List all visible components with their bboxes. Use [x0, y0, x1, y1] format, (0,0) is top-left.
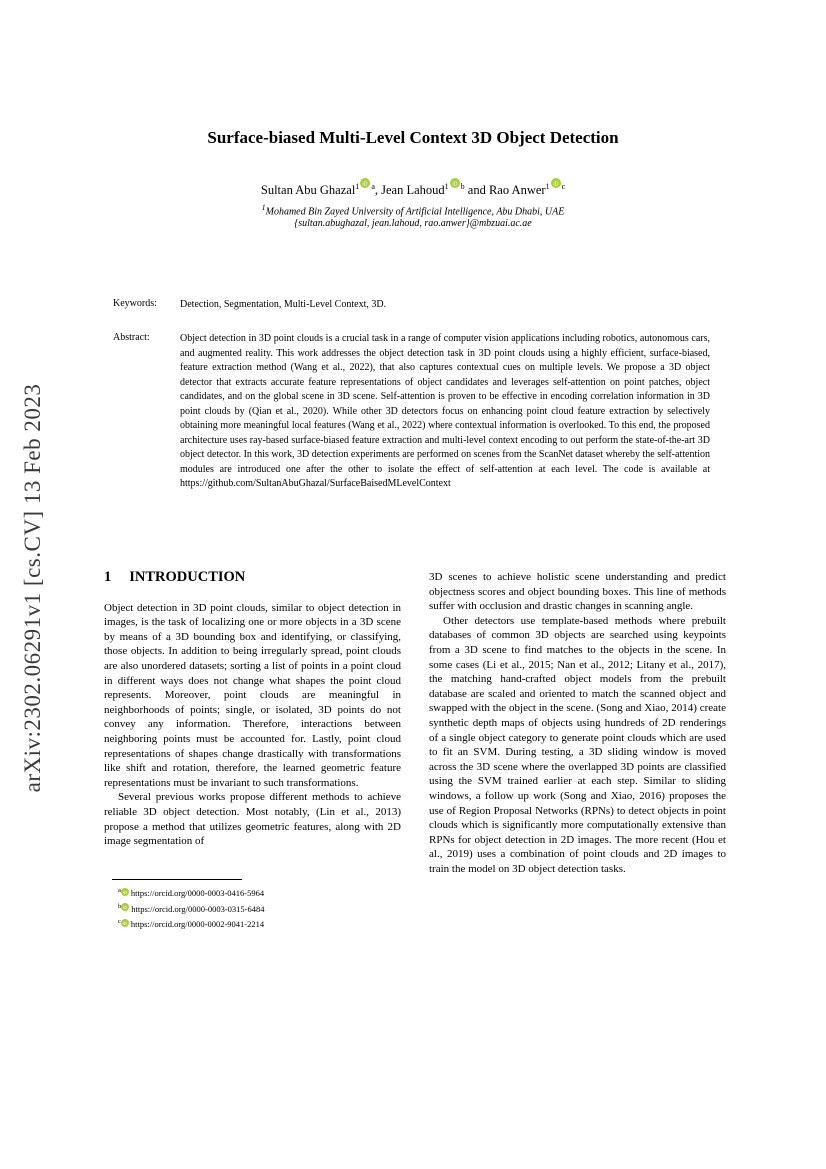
author-name: Rao Anwer: [488, 183, 546, 198]
abstract-block: [113, 332, 713, 492]
section-number: 1: [104, 569, 112, 585]
author-orcid-sup: b: [460, 182, 465, 191]
paper-title: Surface-biased Multi-Level Context 3D Object Detection: [207, 128, 619, 147]
footnote-rule: [112, 879, 242, 880]
arxiv-watermark: arXiv:2302.06291v1 [cs.CV] 13 Feb 2023: [20, 383, 45, 793]
affiliation-line: [0, 203, 826, 217]
keywords-block: [113, 298, 713, 313]
affiliation-text: Mohamed Bin Zayed University of Artificial Intelligence, Abu Dhabi, UAE: [265, 206, 565, 218]
author-line: [0, 178, 826, 198]
abstract-body: Object detection in 3D point clouds is a crucial task in a range of computer vision applications including robotics, autonomous cars, and augmented reality. This work addresses the object detection task in 3D point clouds using a highly efficient, surface-biased, feature extraction method (Wang et al., 2022), that also captures contextual cues on multiple levels. We propose a 3D object detector that extracts accurate feature representations of object candidates and leverages self-attention on point patches, object candidates, and on the global scene in 3D scene. Self-attention is proven to be effective in encoding correlation information in 3D point clouds by (Qian et al., 2020). While other 3D detectors focus on enhancing point cloud feature extraction by selectively obtaining more meaningful local features (Wang et al., 2022) where contextual information is overlooked. To this end, the proposed architecture uses ray-based surface-biased feature extraction and multi-level context encoding to out perform the state-of-the-art 3D object detector. In this work, 3D detection experiments are performed on scenes from the ScanNet dataset whereby the self-attention modules are introduced one after the other to isolate the effect of self-attention at each level. The code is available at: [180, 333, 710, 475]
section-1-heading: [104, 570, 401, 585]
author-1: [261, 183, 375, 197]
author-name: Jean Lahoud: [381, 183, 445, 198]
orcid-link[interactable]: https://orcid.org/0000-0002-9041-2214: [130, 919, 265, 930]
orcid-icon: [551, 178, 561, 188]
author-affiliation-sup: 1: [545, 182, 550, 191]
author-affiliation-sup: 1: [355, 182, 360, 191]
paragraph: Object detection in 3D point clouds, similar to object detection in images, is the task of localizing one or more objects in a 3D scene by means of a 3D bounding box and identifying, or classifying, those objects. In addition to being irregularly spread, point clouds are also unordered datasets; sorting a list of points in a point cloud in different ways does not change what shapes the point cloud represents. Moreover, point clouds are meaningful in neighborhoods of points; single, or isolated, 3D points do not convey any information. Therefore, interactions between neighboring points must be accounted for. Lastly, point cloud representations of shapes change drastically with transformations like shift and rotation, therefore, the learned geometric feature representations must be invariant to such transformations.: [104, 601, 401, 789]
orcid-icon: [450, 178, 460, 188]
paragraph: Other detectors use template-based methods where prebuilt databases of common 3D objects are searched using keypoints from a 3D scene to find matches to the objects in the scene. In some cases (Li et al., 2015; Nan et al., 2012; Litany et al., 2017), the matching hand-crafted object models from the prebuilt database are scaled and oriented to match the scanned object and swapped with the object in the scene. (Song and Xiao, 2014) create synthetic depth maps of objects using hundreds of 2D renderings of a single object category to generate point clouds which are used to fit an SVM. During testing, a 3D sliding window is moved across the 3D scene where the overlapped 3D points are classified using the SVM trained earlier at each step. Similar to sliding windows, a follow up work (Song and Xiao, 2016) proposes the use of Region Proposal Networks (RPNs) to detect objects in point clouds which is significantly more computationally extensive than RPNs for object detection in 2D images. The more recent (Hou et al., 2019) uses a combination of point clouds and 2D images to train the model on 3D object detection tasks.: [429, 614, 726, 875]
footnote-marker: a: [118, 886, 121, 894]
paragraph: Several previous works propose different methods to achieve reliable 3D object detection. Most notably, (Lin et al., 2013) propose a method that utilizes geometric features, along with 2D image segmentation of: [104, 791, 401, 848]
orcid-link[interactable]: https://orcid.org/0000-0003-0416-5964: [130, 887, 265, 898]
body-columns: [104, 570, 726, 931]
keywords-text: Detection, Segmentation, Multi-Level Context, 3D.: [180, 299, 387, 310]
author-orcid-sup: a: [371, 182, 375, 191]
author-orcid-sup: c: [561, 182, 566, 191]
section-title: INTRODUCTION: [129, 569, 246, 585]
svg-text:iD: iD: [122, 921, 127, 927]
author-separator: and: [464, 183, 489, 198]
orcid-link[interactable]: https://orcid.org/0000-0003-0315-6484: [131, 903, 265, 914]
affiliation-sup: 1: [261, 203, 266, 212]
orcid-icon: [121, 919, 129, 927]
abstract-text: [180, 332, 710, 492]
author-separator: ,: [374, 183, 382, 198]
svg-text:iD: iD: [123, 905, 128, 911]
footnote-a: [104, 884, 401, 900]
svg-text:iD: iD: [452, 181, 458, 188]
abstract-label: Abstract:: [113, 332, 150, 343]
paragraph: 3D scenes to achieve holistic scene understanding and predict objectness scores and object bounding boxes. This line of methods suffer with occlusion and drastic changes in scanning angle.: [429, 571, 726, 613]
left-column: [104, 570, 401, 931]
author-name: Sultan Abu Ghazal: [260, 183, 356, 198]
email-line: {sultan.abughazal, jean.lahoud, rao.anwer}@mbzuai.ac.ae: [294, 218, 532, 229]
right-column: [429, 570, 726, 931]
footnotes: [104, 879, 401, 931]
footnote-c: [104, 915, 401, 931]
svg-text:iD: iD: [362, 181, 368, 188]
svg-text:iD: iD: [552, 181, 559, 188]
author-2: [381, 183, 465, 197]
orcid-icon: [121, 888, 129, 896]
code-repository-link[interactable]: https://github.com/SultanAbuGhazal/SurfaceBaisedMLevelContext: [180, 478, 451, 489]
orcid-icon: [360, 178, 370, 188]
author-affiliation-sup: 1: [444, 182, 449, 191]
footnote-marker: c: [118, 918, 121, 926]
keywords-label: Keywords:: [113, 298, 157, 309]
svg-text:iD: iD: [122, 889, 127, 895]
orcid-icon: [121, 903, 129, 911]
author-3: [489, 183, 565, 197]
footnote-b: [104, 900, 401, 916]
footnote-marker: b: [118, 902, 122, 910]
